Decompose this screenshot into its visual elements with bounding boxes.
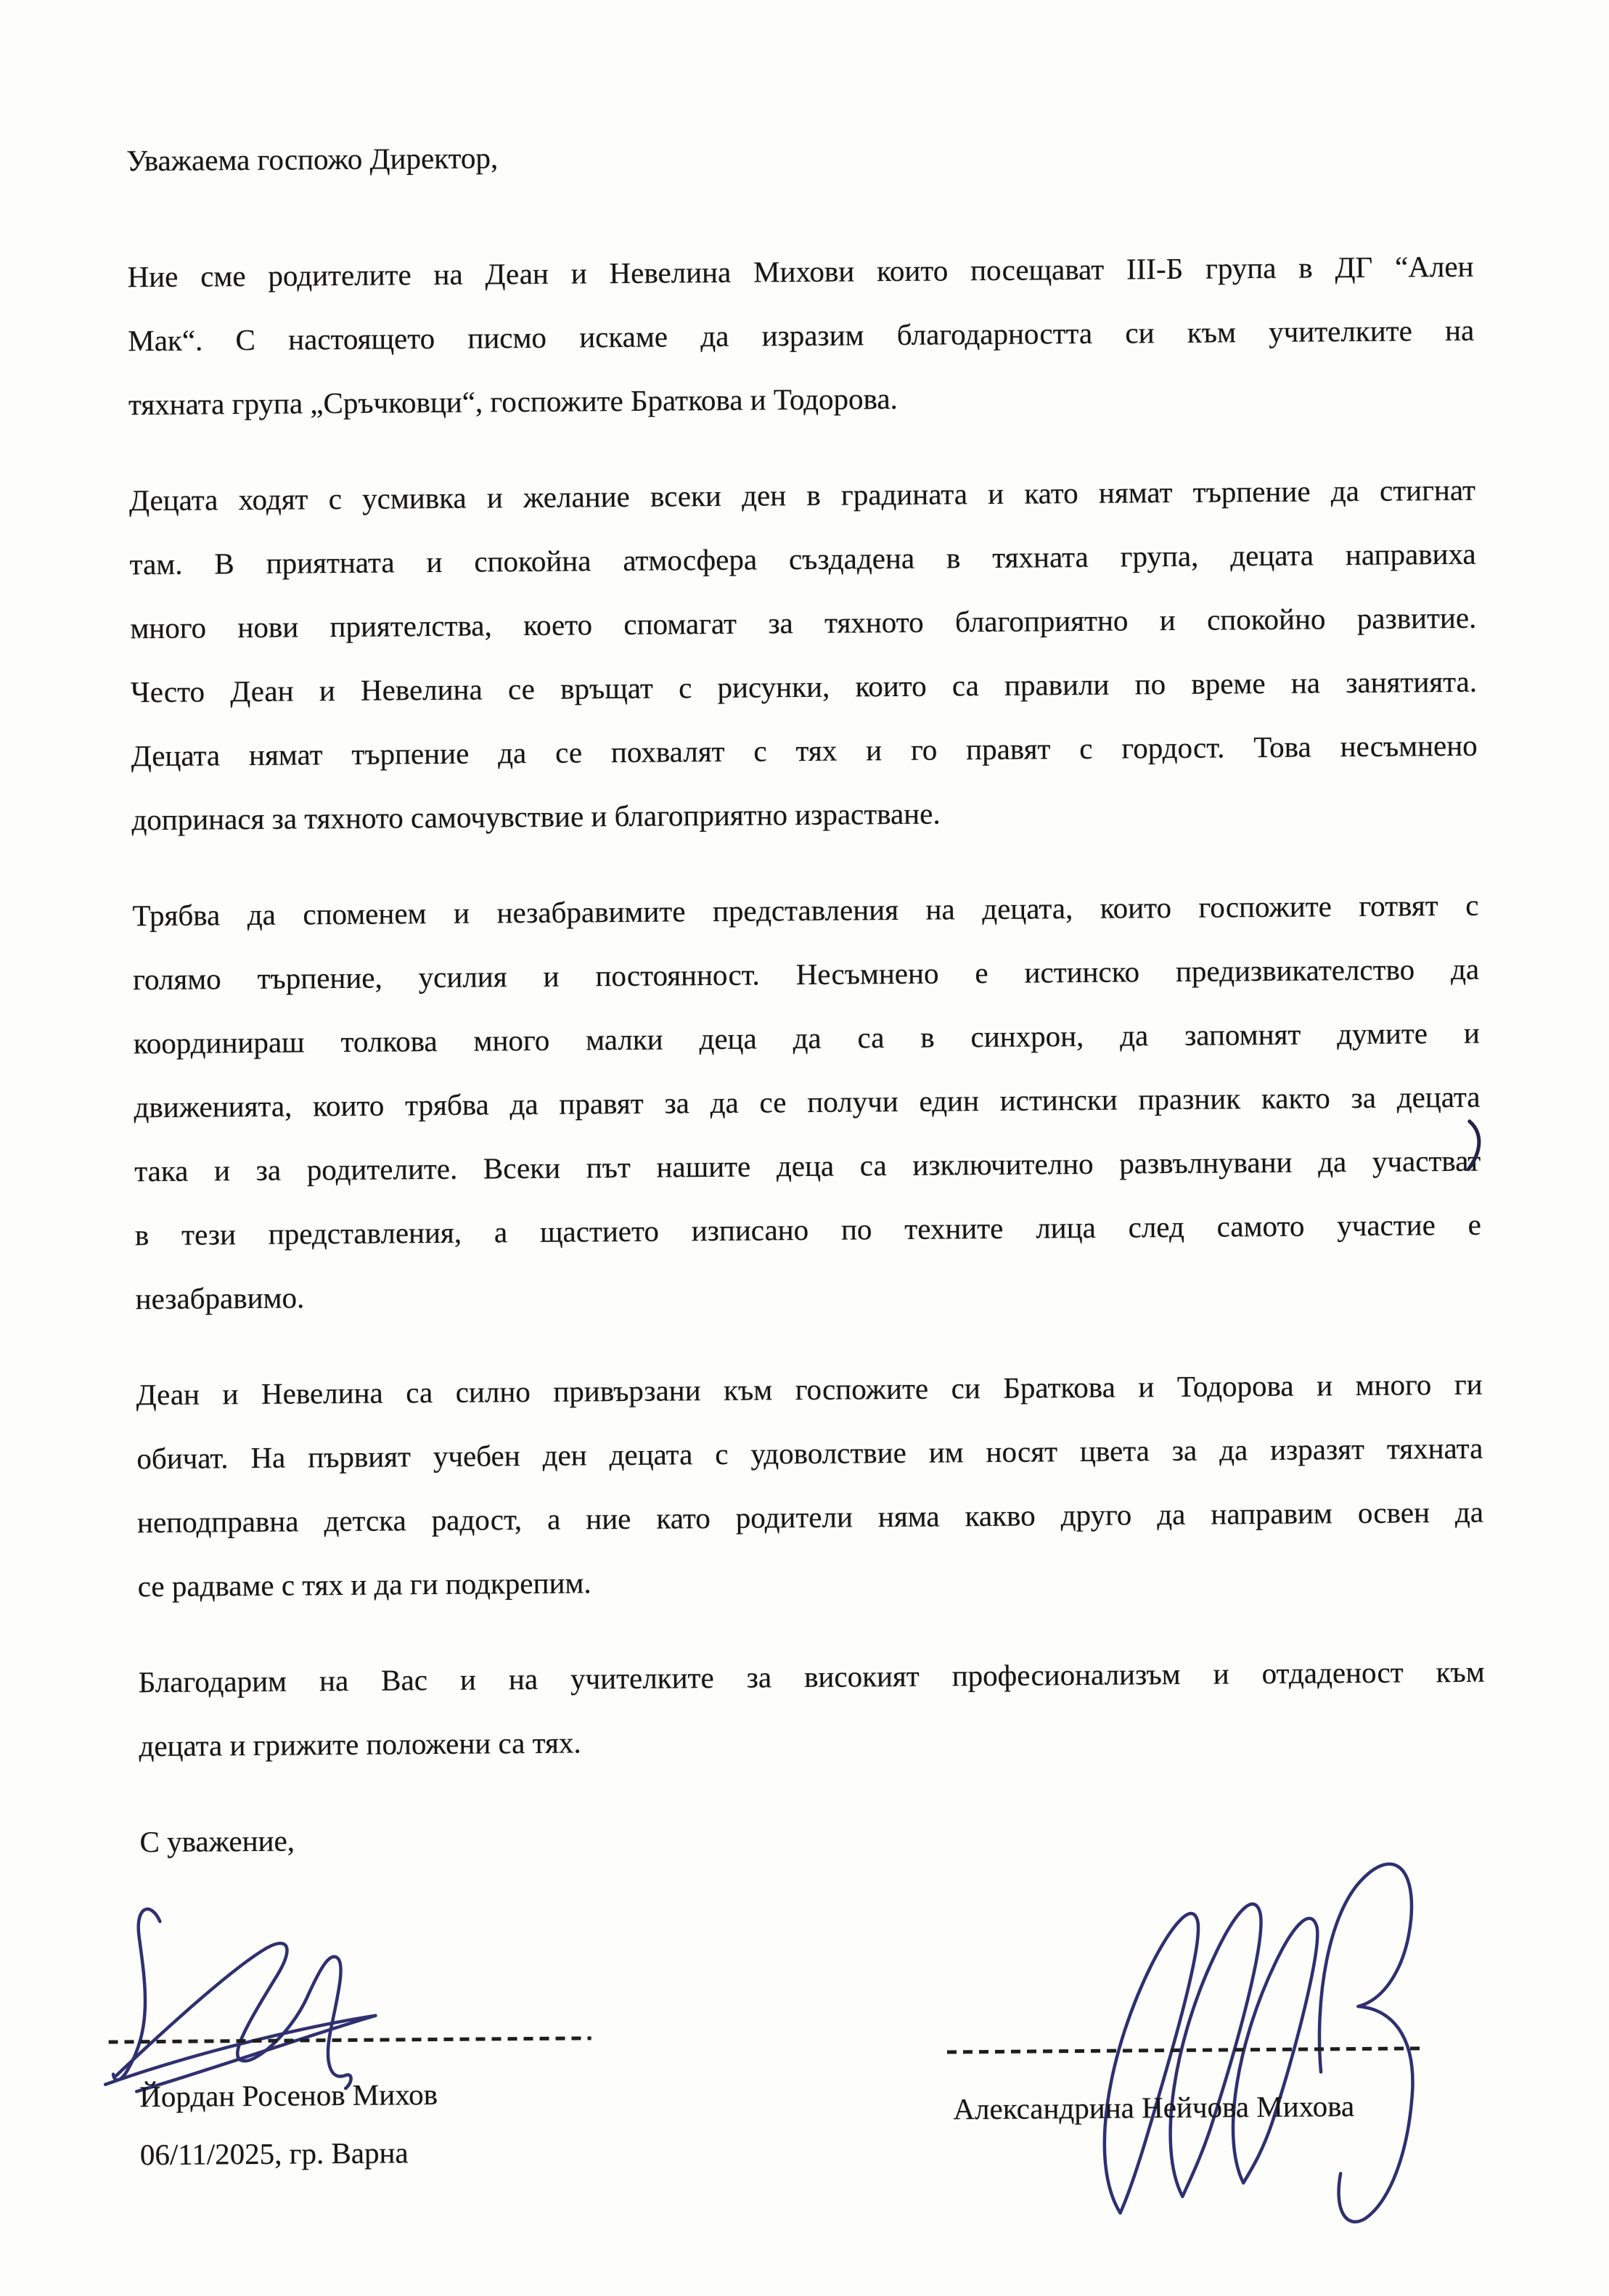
signature-date-place: 06/11/2025, гр. Варна bbox=[139, 2136, 409, 2172]
paragraph bbox=[132, 873, 1482, 1331]
signature-ink-right bbox=[1073, 1853, 1467, 2226]
letter-line: неподправна детска радост, а ние като родители няма какво друго да направим освен да bbox=[136, 1495, 1484, 1540]
letter-line: там. В приятната и спокойна атмосфера създадена в тяхната група, децата направиха bbox=[129, 536, 1476, 581]
letter-line: тяхната група „Сръчковци“, госпожите Браткова и Тодорова. bbox=[128, 381, 898, 422]
letter-line: Трябва да споменем и незабравимите представления на децата, които госпожите готвят с bbox=[132, 888, 1479, 933]
letter-line: Мак“. С настоящето писмо искаме да изразим благодарността си към учителките на bbox=[128, 313, 1475, 358]
letter-line: допринася за тяхното самочувствие и благоприятно израстване. bbox=[131, 796, 941, 837]
letter-line: Често Деан и Невелина се връщат с рисунки, които са правили по време на занятията. bbox=[130, 664, 1478, 709]
signature-ink-left bbox=[93, 1900, 385, 2094]
letter-line: се радваме с тях и да ги подкрепим. bbox=[137, 1566, 591, 1603]
closing: С уважение, bbox=[139, 1823, 295, 1859]
paragraph bbox=[136, 1352, 1484, 1619]
letter-line: в тези представления, а щастието изписано по техните лица след самото участие е bbox=[134, 1207, 1482, 1252]
greeting: Уважаема госпожо Директор, bbox=[126, 141, 499, 178]
letter-body bbox=[127, 234, 1486, 1778]
letter-line: така и за родителите. Всеки път нашите деца са изключително развълнувани да участват bbox=[134, 1143, 1481, 1188]
letter-line: незабравимо. bbox=[135, 1280, 305, 1316]
signatory-name-left: Йордан Росенов Михов bbox=[139, 2078, 438, 2114]
paragraph bbox=[129, 458, 1478, 852]
letter-line: Децата ходят с усмивка и желание всеки ден в градината и като нямат търпение да стигнат bbox=[128, 473, 1476, 518]
letter-line: много нови приятелства, което спомагат за тяхното благоприятно и спокойно развитие. bbox=[130, 600, 1477, 645]
signatory-name-right: Александрина Нейчова Михова bbox=[953, 2089, 1355, 2126]
paragraph bbox=[127, 234, 1475, 437]
letter-line: координираш толкова много малки деца да са в синхрон, да запомнят думите и bbox=[133, 1016, 1480, 1061]
paragraph bbox=[138, 1640, 1485, 1778]
letter-line: движенията, които трябва да правят за да се получи един истински празник както за децата bbox=[134, 1079, 1481, 1124]
letter-line: Ние сме родителите на Деан и Невелина Михови които посещават III-Б група в ДГ “Ален bbox=[127, 249, 1474, 294]
letter-line: Деан и Невелина са силно привързани към госпожите си Браткова и Тодорова и много ги bbox=[136, 1367, 1483, 1412]
letter-line: обичат. На първият учебен ден децата с удоволствие им носят цвета за да изразят тяхната bbox=[136, 1431, 1483, 1476]
letter-line: голямо търпение, усилия и постоянност. Несъмнено е истинско предизвикателство да bbox=[133, 952, 1480, 997]
letter-line: Децата нямат търпение да се похвалят с тях и го правят с гордост. Това несъмнено bbox=[131, 728, 1478, 773]
letter-line: децата и грижите положени са тях. bbox=[139, 1725, 581, 1763]
handwritten-comma bbox=[1465, 1119, 1489, 1175]
letter-line: Благодарим на Вас и на учителките за високият професионализъм и отдаденост към bbox=[138, 1654, 1485, 1699]
